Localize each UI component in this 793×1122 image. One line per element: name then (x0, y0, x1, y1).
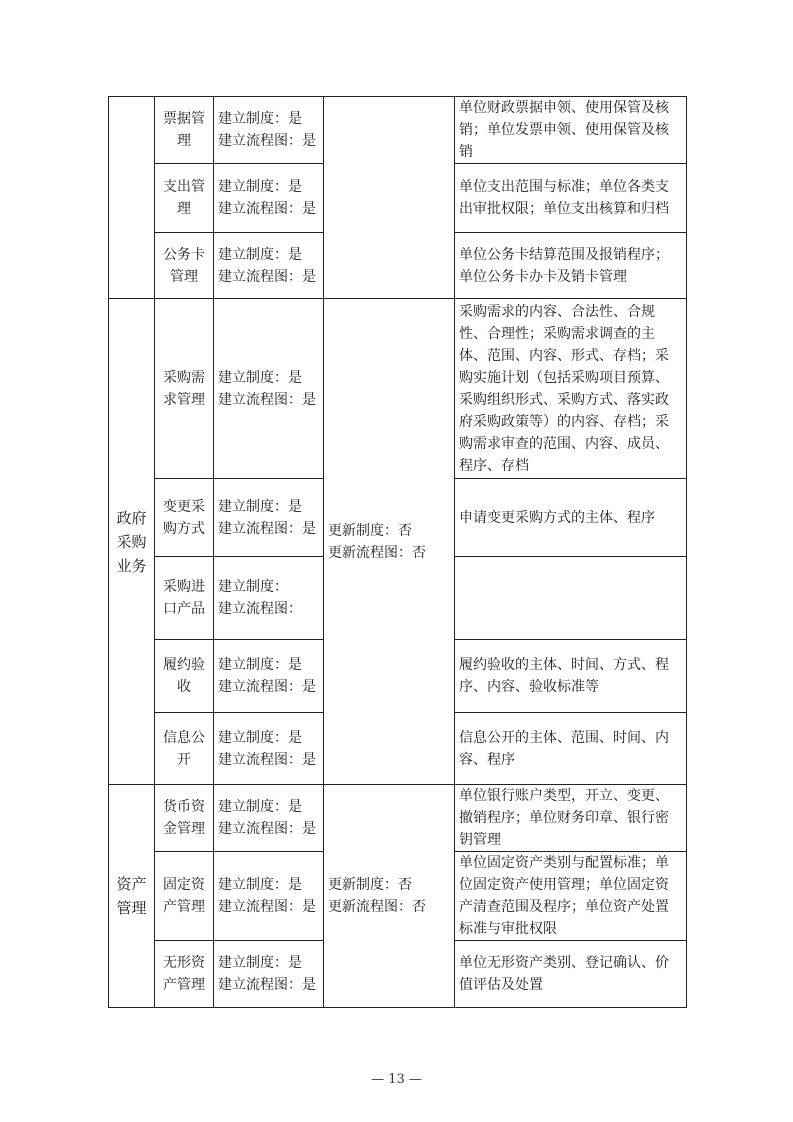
status-flowchart: 建立流程图：是 (218, 520, 316, 537)
page-number: — 13 — (371, 1072, 422, 1087)
subject-cell: 履约验收 (155, 640, 214, 713)
subject-cell: 固定资产管理 (155, 852, 214, 941)
status-system: 建立制度：是 (218, 729, 302, 746)
status-system: 建立制度：是 (218, 246, 302, 263)
status-cell (214, 557, 324, 640)
status-cell (214, 479, 324, 557)
status-system: 建立制度： (218, 579, 288, 595)
subject-cell: 公务卡管理 (155, 233, 214, 299)
status-flowchart: 建立流程图： (218, 601, 302, 617)
subject-cell: 采购需求管理 (155, 299, 214, 479)
content-cell: 采购需求的内容、合法性、合规性、合理性；采购需求调查的主体、范围、内容、形式、存档；采购实施计划（包括采购项目预算、采购组织形式、采购方式、落实政府采购政策等）的内容、存档；采购需求审查的范围、内容、成员、程序、存档 (455, 299, 687, 479)
status-cell (214, 941, 324, 1008)
subject-cell: 变更采购方式 (155, 479, 214, 557)
status-cell (214, 640, 324, 713)
content-cell: 申请变更采购方式的主体、程序 (455, 479, 687, 557)
table-row (109, 299, 687, 479)
status-flowchart: 建立流程图：是 (218, 899, 316, 915)
status-flowchart: 建立流程图：是 (218, 821, 316, 837)
content-cell: 单位支出范围与标准；单位各类支出审批权限；单位支出核算和归档 (455, 164, 687, 233)
subject-cell: 货币资金管理 (155, 785, 214, 852)
content-cell: 单位无形资产类别、登记确认、价值评估及处置 (455, 941, 687, 1008)
subject-cell: 采购进口产品 (155, 557, 214, 640)
content-cell: 单位银行账户类型，开立、变更、撤销程序；单位财务印章、银行密钥管理 (455, 785, 687, 852)
subject-cell: 信息公开 (155, 713, 214, 785)
content-cell: 单位公务卡结算范围及报销程序；单位公务卡办卡及销卡管理 (455, 233, 687, 299)
status-flowchart: 建立流程图：是 (218, 751, 316, 768)
status-system: 建立制度：是 (218, 369, 302, 386)
status-system: 建立制度：是 (218, 498, 302, 515)
subject-cell: 无形资产管理 (155, 941, 214, 1008)
subject-cell: 票据管理 (155, 97, 214, 164)
content-cell: 履约验收的主体、时间、方式、程序、内容、验收标准等 (455, 640, 687, 713)
subject-cell: 支出管理 (155, 164, 214, 233)
table-row (109, 97, 687, 164)
control-table (108, 96, 687, 1008)
category-cell: 政府采购业务 (109, 299, 155, 785)
status-system: 建立制度：是 (218, 111, 302, 127)
status-cell (214, 97, 324, 164)
status-cell (214, 852, 324, 941)
status-system: 建立制度：是 (218, 955, 302, 971)
status-cell (214, 233, 324, 299)
status-cell (214, 299, 324, 479)
status-flowchart: 建立流程图：是 (218, 133, 316, 149)
update-flowchart: 更新流程图：否 (328, 544, 426, 561)
update-flowchart: 更新流程图：否 (328, 899, 426, 915)
category-cell: 资产管理 (109, 785, 155, 1008)
content-cell: 单位财政票据申领、使用保管及核销；单位发票申领、使用保管及核销 (455, 97, 687, 164)
status-cell (214, 785, 324, 852)
table-row (109, 785, 687, 852)
status-cell (214, 164, 324, 233)
status-system: 建立制度：是 (218, 799, 302, 815)
status-system: 建立制度：是 (218, 657, 302, 673)
status-flowchart: 建立流程图：是 (218, 977, 316, 993)
update-cell (324, 97, 455, 299)
update-system: 更新制度：否 (328, 877, 412, 893)
update-cell (324, 785, 455, 1008)
content-cell: 单位固定资产类别与配置标准；单位固定资产使用管理；单位固定资产清查范围及程序；单位资产处置标准与审批权限 (455, 852, 687, 941)
content-cell: 信息公开的主体、范围、时间、内容、程序 (455, 713, 687, 785)
status-flowchart: 建立流程图：是 (218, 268, 316, 285)
status-system: 建立制度：是 (218, 877, 302, 893)
status-flowchart: 建立流程图：是 (218, 391, 316, 408)
status-flowchart: 建立流程图：是 (218, 679, 316, 695)
status-system: 建立制度：是 (218, 179, 302, 195)
update-cell (324, 299, 455, 785)
status-flowchart: 建立流程图：是 (218, 201, 316, 217)
category-cell-empty (109, 97, 155, 299)
content-cell (455, 557, 687, 640)
update-system: 更新制度：否 (328, 522, 412, 539)
status-cell (214, 713, 324, 785)
